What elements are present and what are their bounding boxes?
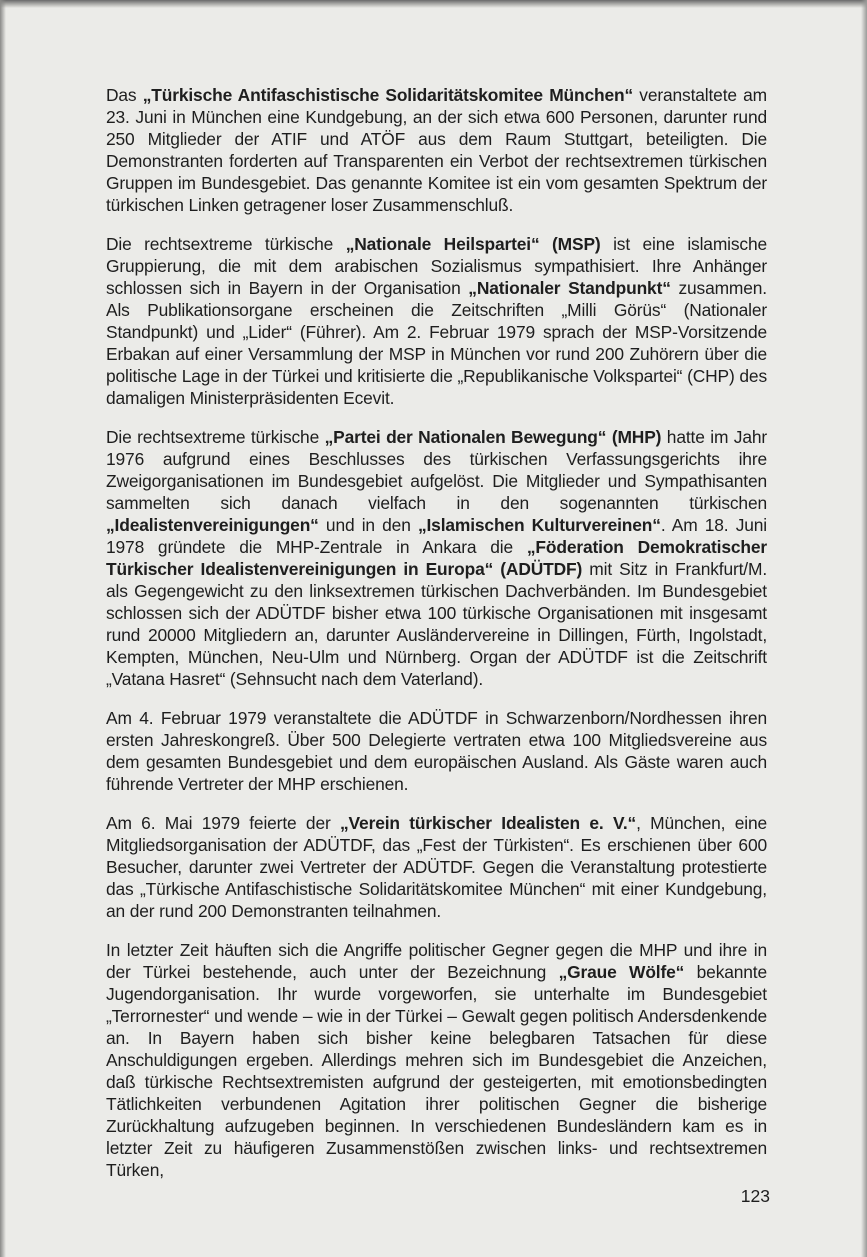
text-run: In letzter Zeit häuften sich die Angriffe politischer Gegner gegen die MHP und ihre in der Türkei bestehende, auch unter der Bezeichnung — [106, 940, 767, 982]
text-run: Die rechtsextreme türkische — [106, 427, 325, 447]
text-run-bold: „Verein türkischer Idealisten e. V.“ — [340, 813, 637, 833]
text-run: Die rechtsextreme türkische — [106, 234, 346, 254]
text-run: . Am 18. Juni 1978 gründete die MHP-Zentrale in Ankara die — [106, 515, 767, 557]
paragraph-4 — [106, 707, 767, 795]
page-body — [106, 84, 767, 1198]
text-run: hatte im Jahr 1976 aufgrund eines Beschlusses des türkischen Verfassungsgerichts ihre Zweigorganisationen im Bundesgebiet aufgelöst. Die Mitglieder und Sympathisanten sammelten sich danach vielfach in den sogenannten türkischen — [106, 427, 767, 513]
text-run: veranstaltete am 23. Juni in München eine Kundgebung, an der sich etwa 600 Personen, darunter rund 250 Mitglieder der ATIF und ATÖF aus dem Raum Stuttgart, beteiligten. Die Demonstranten forderten auf Transparenten ein Verbot der rechtsextremen türkischen Gruppen im Bundesgebiet. Das genannte Komitee ist ein vom gesamten Spektrum der türkischen Linken getragener loser Zusammenschluß. — [106, 85, 767, 215]
text-run: Das — [106, 85, 143, 105]
paragraph-2 — [106, 233, 767, 409]
text-run-bold: „Föderation Demokratischer Türkischer Idealistenvereinigungen in Europa“ (ADÜTDF) — [106, 537, 767, 579]
text-run-bold: „Islamischen Kulturvereinen“ — [417, 515, 661, 535]
text-run-bold: „Idealistenvereinigungen“ — [106, 515, 319, 535]
paragraph-6 — [106, 939, 767, 1181]
text-run: und in den — [318, 515, 418, 535]
text-run: ist eine islamische Gruppierung, die mit dem arabischen Sozialismus sympathisiert. Ihre Anhänger schlossen sich in Bayern in der Organisation — [106, 234, 768, 298]
text-run-bold: „Türkische Antifaschistische Solidaritätskomitee München“ — [142, 85, 634, 105]
paragraph-5 — [106, 812, 767, 922]
scan-edge-right — [861, 0, 867, 1257]
text-run: Am 6. Mai 1979 feierte der — [106, 813, 341, 833]
text-run-bold: „Graue Wölfe“ — [558, 962, 685, 982]
paragraph-3 — [106, 426, 767, 690]
text-run: mit Sitz in Frankfurt/M. als Gegengewicht zu den linksextremen türkischen Dachverbänden. Im Bundesgebiet schlossen sich der ADÜTDF bisher etwa 100 türkische Organisationen mit insgesamt rund 20000 Mitgliedern an, darunter Ausländervereine in Dillingen, Fürth, Ingolstadt, Kempten, München, Neu-Ulm und Nürnberg. Organ der ADÜTDF ist die Zeitschrift „Vatana Hasret“ (Sehnsucht nach dem Vaterland). — [106, 559, 767, 689]
paragraph-1 — [106, 84, 767, 216]
scan-edge-left — [0, 0, 6, 1257]
text-run-bold: „Partei der Nationalen Bewegung“ (MHP) — [324, 427, 662, 447]
text-run: zusammen. Als Publikationsorgane erscheinen die Zeitschriften „Milli Görüs“ (Nationaler Standpunkt) und „Lider“ (Führer). Am 2. Februar 1979 sprach der MSP-Vorsitzende Erbakan auf einer Versammlung der MSP in München vor rund 200 Zuhörern über die politische Lage in der Türkei und kritisierte die „Republikanische Volkspartei“ (CHP) des damaligen Ministerpräsidenten Ecevit. — [106, 278, 767, 408]
text-run: bekannte Jugendorganisation. Ihr wurde vorgeworfen, sie unterhalte im Bundesgebiet „Terrornester“ und wende – wie in der Türkei – Gewalt gegen politisch Andersdenkende an. In Bayern haben sich bisher keine belegbaren Tatsachen für diese Anschuldigungen ergeben. Allerdings mehren sich im Bundesgebiet die Anzeichen, daß türkische Rechtsextremisten aufgrund der gesteigerten, mit emotionsbedingten Tätlichkeiten verbundenen Agitation ihrer politischen Gegner die bisherige Zurückhaltung aufzugeben beginnen. In verschiedenen Bundesländern kam es in letzter Zeit zu häufigeren Zusammenstößen zwischen links- und rechtsextremen Türken, — [106, 962, 768, 1180]
page-number: 123 — [740, 1186, 770, 1206]
scan-edge-top — [0, 0, 867, 8]
text-run: Am 4. Februar 1979 veranstaltete die ADÜTDF in Schwarzenborn/Nordhessen ihren ersten Jahreskongreß. Über 500 Delegierte vertraten etwa 100 Mitgliedsvereine aus dem gesamten Bundesgebiet und dem europäischen Ausland. Als Gäste waren auch führende Vertreter der MHP erschienen. — [106, 708, 767, 794]
text-run-bold: „Nationale Heilspartei“ (MSP) — [345, 234, 601, 254]
text-run-bold: „Nationaler Standpunkt“ — [468, 278, 671, 298]
text-run: , München, eine Mitgliedsorganisation der ADÜTDF, das „Fest der Türkisten“. Es erschienen über 600 Besucher, darunter zwei Vertreter der ADÜTDF. Gegen die Veranstaltung protestierte das „Türkische Antifaschistische Solidaritätskomitee München“ mit einer Kundgebung, an der rund 200 Demonstranten teilnahmen. — [106, 813, 767, 921]
